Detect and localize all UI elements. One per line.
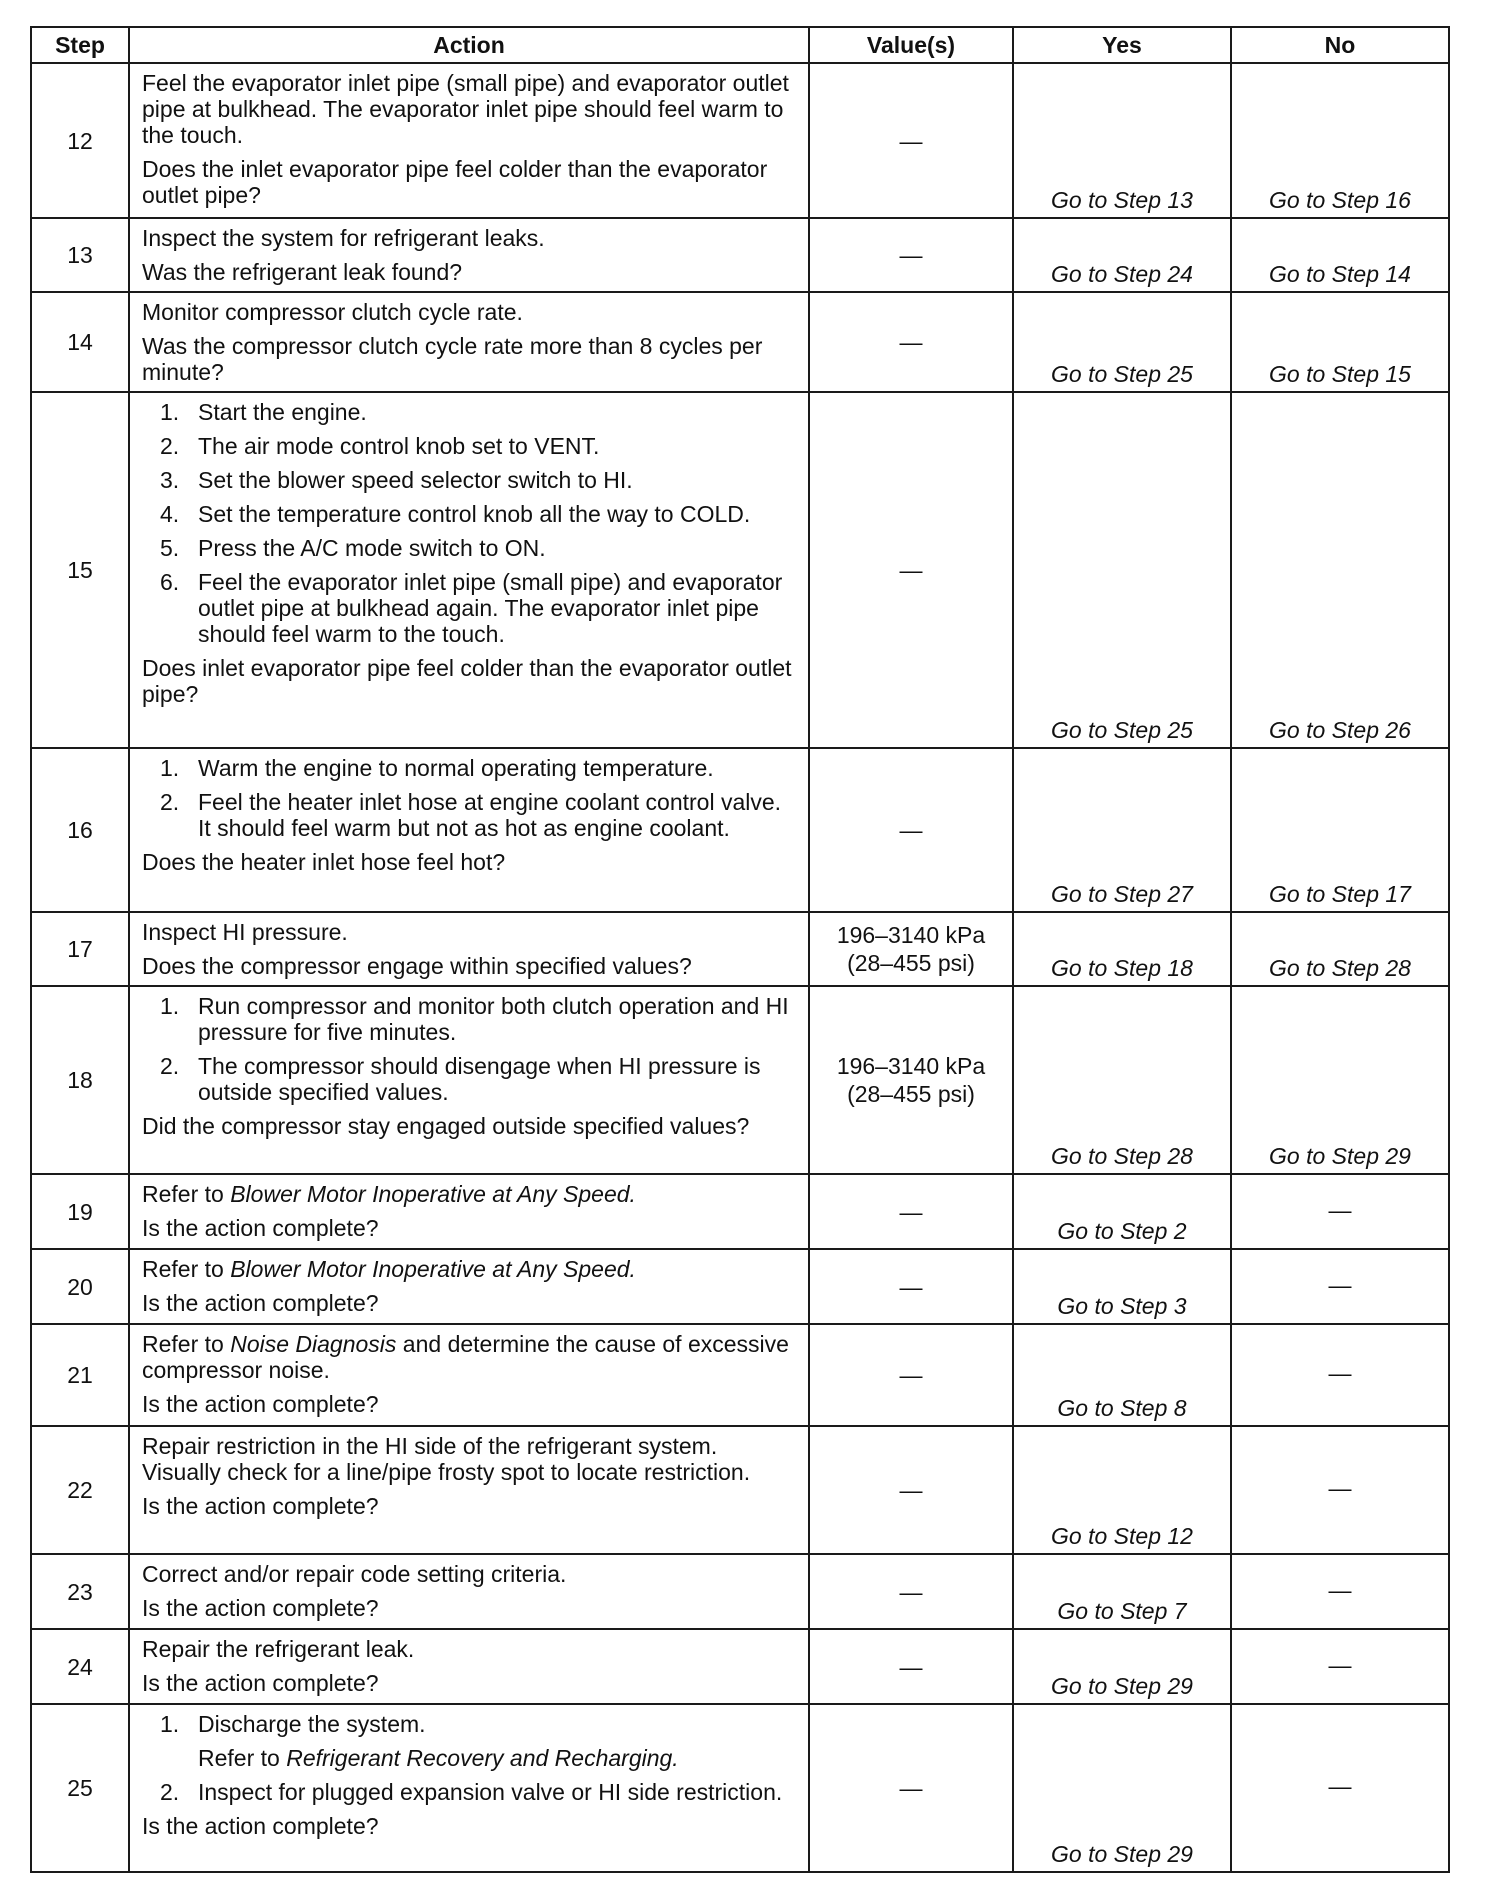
step-number: 15 (31, 392, 129, 748)
item-number: 1. (160, 755, 180, 781)
step-number: 19 (31, 1174, 129, 1249)
action-text: Correct and/or repair code setting criteria. (142, 1561, 567, 1587)
value-psi: (28–455 psi) (847, 1081, 975, 1107)
item-text: Feel the heater inlet hose at engine coolant control valve. It should feel warm but not as hot as engine coolant. (198, 789, 782, 841)
no-cell: Go to Step 15 (1231, 292, 1449, 392)
yes-cell: Go to Step 27 (1013, 748, 1231, 912)
step-number: 16 (31, 748, 129, 912)
item-text: Inspect for plugged expansion valve or HI side restriction. (198, 1779, 783, 1805)
action-question: Does the inlet evaporator pipe feel colder than the evaporator outlet pipe? (142, 156, 768, 208)
no-cell: Go to Step 28 (1231, 912, 1449, 986)
item-number: 5. (160, 535, 180, 561)
table-row (31, 218, 1449, 292)
table-row (31, 1426, 1449, 1554)
step-number: 14 (31, 292, 129, 392)
value-cell: — (809, 292, 1013, 392)
yes-cell: Go to Step 2 (1013, 1174, 1231, 1249)
item-subnote (198, 1745, 796, 1771)
reference-title: Blower Motor Inoperative at Any Speed. (230, 1256, 636, 1282)
list-item (142, 433, 796, 459)
list-item (142, 1053, 796, 1105)
table-row (31, 1554, 1449, 1629)
value-cell (809, 912, 1013, 986)
no-cell: — (1231, 1426, 1449, 1554)
action-question: Is the action complete? (142, 1215, 379, 1241)
action-text (142, 1331, 796, 1383)
value-cell: — (809, 1554, 1013, 1629)
item-number: 6. (160, 569, 180, 595)
item-text: The air mode control knob set to VENT. (198, 433, 600, 459)
list-item (142, 1779, 796, 1805)
yes-cell: Go to Step 12 (1013, 1426, 1231, 1554)
step-number: 13 (31, 218, 129, 292)
header-no: No (1231, 27, 1449, 63)
action-cell (129, 986, 809, 1174)
value-psi: (28–455 psi) (847, 950, 975, 976)
step-number: 18 (31, 986, 129, 1174)
value-cell: — (809, 1324, 1013, 1426)
table-row (31, 63, 1449, 218)
table-row (31, 748, 1449, 912)
table-row (31, 912, 1449, 986)
action-text (142, 1256, 796, 1282)
no-cell: — (1231, 1324, 1449, 1426)
numbered-steps (142, 399, 796, 647)
yes-cell: Go to Step 28 (1013, 986, 1231, 1174)
yes-cell: Go to Step 25 (1013, 392, 1231, 748)
item-number: 2. (160, 433, 180, 459)
no-cell: — (1231, 1174, 1449, 1249)
yes-cell: Go to Step 24 (1013, 218, 1231, 292)
table-row (31, 1704, 1449, 1872)
action-text: Feel the evaporator inlet pipe (small pipe) and evaporator outlet pipe at bulkhead. The evaporator inlet pipe should feel warm to the touch. (142, 70, 789, 148)
no-cell: — (1231, 1554, 1449, 1629)
step-number: 12 (31, 63, 129, 218)
value-cell: — (809, 1249, 1013, 1324)
action-text: Monitor compressor clutch cycle rate. (142, 299, 523, 325)
no-cell: — (1231, 1249, 1449, 1324)
item-text: The compressor should disengage when HI pressure is outside specified values. (198, 1053, 761, 1105)
value-kpa: 196–3140 kPa (836, 922, 986, 948)
action-text-plain: Refer to (142, 1181, 231, 1207)
no-cell: Go to Step 16 (1231, 63, 1449, 218)
item-number: 1. (160, 1711, 180, 1737)
list-item (142, 755, 796, 781)
yes-cell: Go to Step 25 (1013, 292, 1231, 392)
step-number: 21 (31, 1324, 129, 1426)
action-cell (129, 218, 809, 292)
action-question: Did the compressor stay engaged outside specified values? (142, 1113, 750, 1139)
action-question: Does the compressor engage within specified values? (142, 953, 692, 979)
reference-title: Refrigerant Recovery and Recharging. (286, 1745, 679, 1771)
action-cell (129, 1174, 809, 1249)
no-cell: Go to Step 14 (1231, 218, 1449, 292)
action-cell (129, 912, 809, 986)
action-cell (129, 1426, 809, 1554)
action-question: Does the heater inlet hose feel hot? (142, 849, 506, 875)
step-number: 20 (31, 1249, 129, 1324)
yes-cell: Go to Step 7 (1013, 1554, 1231, 1629)
diagnostic-table (30, 26, 1450, 1873)
value-cell: — (809, 218, 1013, 292)
action-cell (129, 748, 809, 912)
action-cell (129, 1324, 809, 1426)
action-cell (129, 63, 809, 218)
value-cell: — (809, 1629, 1013, 1704)
action-question: Is the action complete? (142, 1813, 379, 1839)
action-text: Inspect the system for refrigerant leaks. (142, 225, 545, 251)
list-item (142, 789, 796, 841)
numbered-steps (142, 993, 796, 1105)
action-text-plain: Refer to (142, 1331, 231, 1357)
list-item (142, 993, 796, 1045)
list-item (142, 467, 796, 493)
step-number: 17 (31, 912, 129, 986)
no-cell: — (1231, 1704, 1449, 1872)
item-number: 2. (160, 789, 180, 815)
action-question: Does inlet evaporator pipe feel colder than the evaporator outlet pipe? (142, 655, 792, 707)
list-item (142, 1711, 796, 1771)
no-cell: Go to Step 26 (1231, 392, 1449, 748)
header-value: Value(s) (809, 27, 1013, 63)
table-row (31, 1174, 1449, 1249)
step-number: 24 (31, 1629, 129, 1704)
header-yes: Yes (1013, 27, 1231, 63)
item-number: 4. (160, 501, 180, 527)
item-number: 1. (160, 399, 180, 425)
value-kpa: 196–3140 kPa (836, 1053, 986, 1079)
value-cell: — (809, 748, 1013, 912)
action-question: Is the action complete? (142, 1290, 379, 1316)
value-cell (809, 986, 1013, 1174)
header-step: Step (31, 27, 129, 63)
action-cell (129, 1554, 809, 1629)
action-text-plain: Refer to (142, 1256, 231, 1282)
reference-title: Blower Motor Inoperative at Any Speed. (230, 1181, 636, 1207)
table-row (31, 1324, 1449, 1426)
action-text: Inspect HI pressure. (142, 919, 348, 945)
action-question: Is the action complete? (142, 1493, 379, 1519)
table-row (31, 292, 1449, 392)
step-number: 22 (31, 1426, 129, 1554)
item-number: 1. (160, 993, 180, 1019)
action-text: Repair the refrigerant leak. (142, 1636, 415, 1662)
reference-title: Noise Diagnosis (230, 1331, 397, 1357)
action-cell (129, 1629, 809, 1704)
action-text (142, 1181, 796, 1207)
diagnostic-table-page (30, 26, 1448, 1873)
no-cell: Go to Step 29 (1231, 986, 1449, 1174)
value-cell: — (809, 1426, 1013, 1554)
yes-cell: Go to Step 29 (1013, 1629, 1231, 1704)
action-text-plain: Refer to (198, 1745, 287, 1771)
yes-cell: Go to Step 8 (1013, 1324, 1231, 1426)
value-cell: — (809, 392, 1013, 748)
value-cell: — (809, 1174, 1013, 1249)
step-number: 23 (31, 1554, 129, 1629)
item-text: Set the temperature control knob all the way to COLD. (198, 501, 751, 527)
numbered-steps (142, 755, 796, 841)
yes-cell: Go to Step 18 (1013, 912, 1231, 986)
list-item (142, 569, 796, 647)
no-cell: — (1231, 1629, 1449, 1704)
list-item (142, 535, 796, 561)
item-number: 2. (160, 1779, 180, 1805)
item-text: Press the A/C mode switch to ON. (198, 535, 546, 561)
list-item (142, 501, 796, 527)
value-cell: — (809, 1704, 1013, 1872)
yes-cell: Go to Step 13 (1013, 63, 1231, 218)
action-cell (129, 1704, 809, 1872)
action-cell (129, 292, 809, 392)
header-row (31, 27, 1449, 63)
table-row (31, 392, 1449, 748)
action-question: Was the refrigerant leak found? (142, 259, 463, 285)
item-text: Run compressor and monitor both clutch operation and HI pressure for five minutes. (198, 993, 789, 1045)
yes-cell: Go to Step 29 (1013, 1704, 1231, 1872)
item-number: 2. (160, 1053, 180, 1079)
table-row (31, 1629, 1449, 1704)
no-cell: Go to Step 17 (1231, 748, 1449, 912)
numbered-steps (142, 1711, 796, 1805)
table-row (31, 986, 1449, 1174)
item-text: Warm the engine to normal operating temperature. (198, 755, 714, 781)
action-question: Is the action complete? (142, 1595, 379, 1621)
action-text-plain: and determine the cause of excessive compressor noise. (142, 1331, 789, 1383)
action-question: Was the compressor clutch cycle rate more than 8 cycles per minute? (142, 333, 763, 385)
table-row (31, 1249, 1449, 1324)
item-text: Feel the evaporator inlet pipe (small pipe) and evaporator outlet pipe at bulkhead again. The evaporator inlet pipe should feel warm to the touch. (198, 569, 783, 647)
action-text: Repair restriction in the HI side of the refrigerant system. Visually check for a line/pipe frosty spot to locate restriction. (142, 1433, 751, 1485)
item-text: Discharge the system. (198, 1711, 426, 1737)
list-item (142, 399, 796, 425)
item-text: Set the blower speed selector switch to HI. (198, 467, 633, 493)
item-text: Start the engine. (198, 399, 367, 425)
yes-cell: Go to Step 3 (1013, 1249, 1231, 1324)
header-action: Action (129, 27, 809, 63)
action-question: Is the action complete? (142, 1391, 379, 1417)
action-cell (129, 392, 809, 748)
action-cell (129, 1249, 809, 1324)
item-number: 3. (160, 467, 180, 493)
value-cell: — (809, 63, 1013, 218)
step-number: 25 (31, 1704, 129, 1872)
action-question: Is the action complete? (142, 1670, 379, 1696)
